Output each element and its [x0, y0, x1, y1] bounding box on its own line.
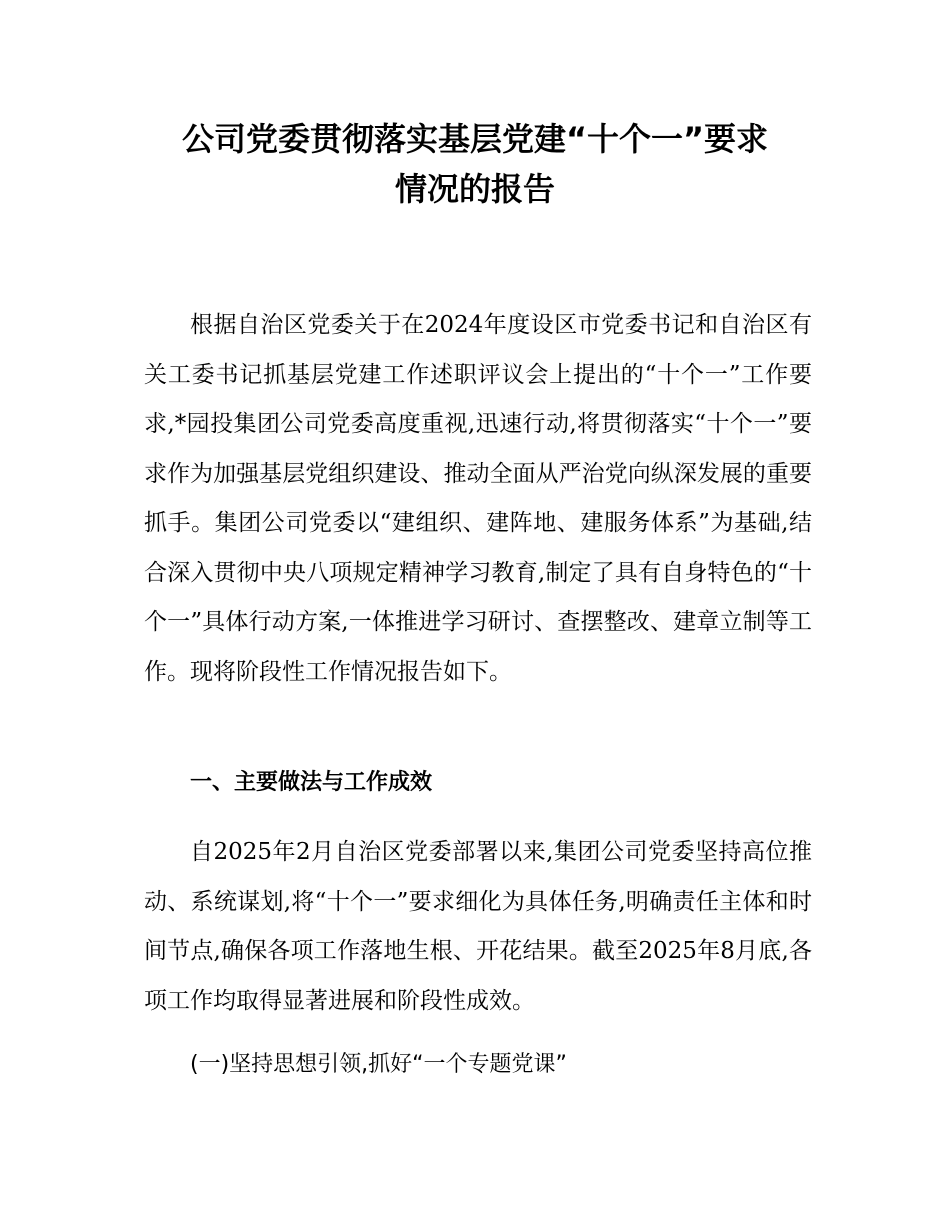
document-title-line-1: 公司党委贯彻落实基层党建“十个一”要求 [181, 120, 769, 158]
section-1-paragraph: 自2025年2月自治区党委部署以来,集团公司党委坚持高位推动、系统谋划,将“十个一”要求细化为具体任务,明确责任主体和时间节点,确保各项工作落地生根、开花结果。截至2025年8月底,各项工作均取得显著进展和阶段性成效。 [144, 839, 812, 1014]
document-title-line-2: 情况的报告 [394, 170, 555, 208]
subsection-1-heading: (一)坚持思想引领,抓好“一个专题党课” [190, 1052, 567, 1077]
section-1-heading: 一、主要做法与工作成效 [190, 770, 433, 795]
intro-paragraph: 根据自治区党委关于在2024年度设区市党委书记和自治区有关工委书记抓基层党建工作述职评议会上提出的“十个一”工作要求,*园投集团公司党委高度重视,迅速行动,将贯彻落实“十个一”要求作为加强基层党组织建设、推动全面从严治党向纵深发展的重要抓手。集团公司党委以“建组织、建阵地、建服务体系”为基础,结合深入贯彻中央八项规定精神学习教育,制定了具有自身特色的“十个一”具体行动方案,一体推进学习研讨、查摆整改、建章立制等工作。现将阶段性工作情况报告如下。 [144, 312, 812, 685]
